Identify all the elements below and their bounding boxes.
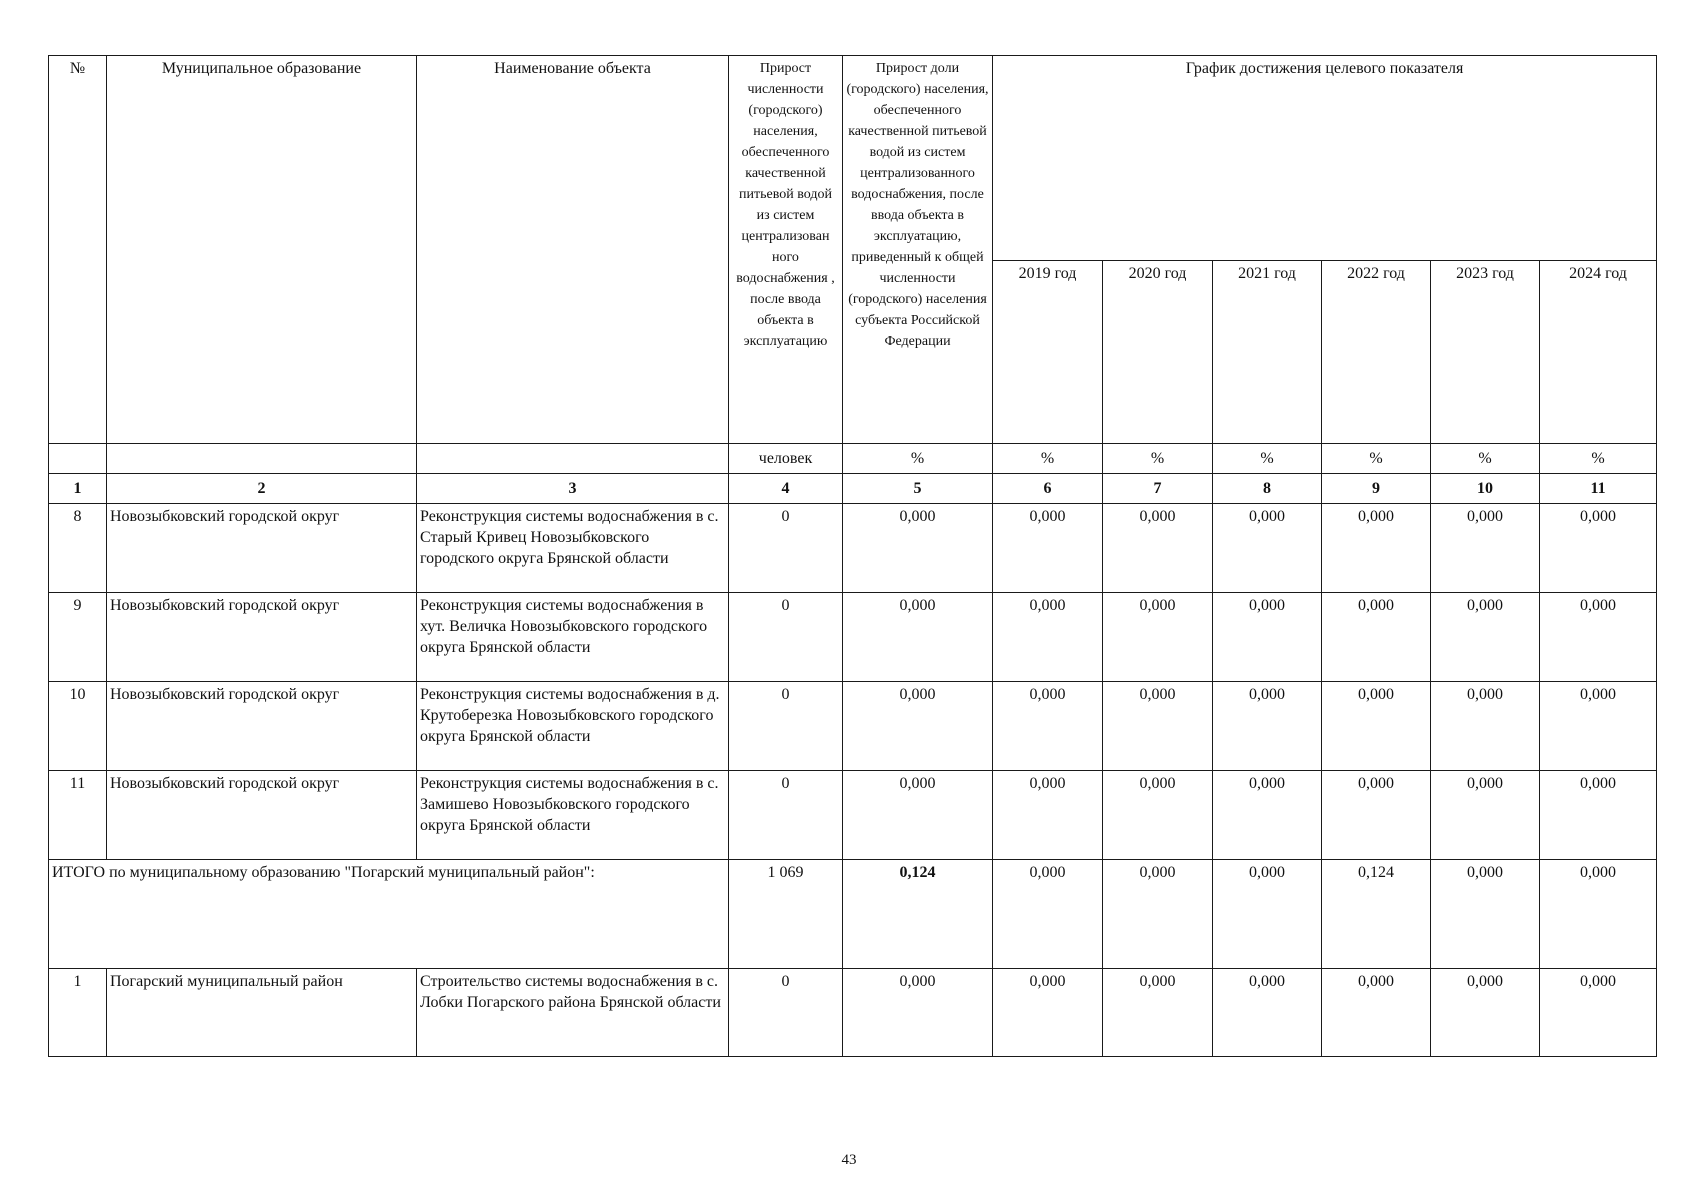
row-2023: 0,000 xyxy=(1431,969,1540,1057)
row-share: 0,000 xyxy=(843,771,993,860)
header-municipality: Муниципальное образование xyxy=(107,56,417,444)
column-number: 8 xyxy=(1213,474,1322,504)
row-2021: 0,000 xyxy=(1213,593,1322,682)
row-object: Строительство системы водоснабжения в с. Лобки Погарского района Брянской области xyxy=(417,969,729,1057)
row-2020: 0,000 xyxy=(1103,504,1213,593)
row-no: 9 xyxy=(49,593,107,682)
unit-percent: % xyxy=(1213,444,1322,474)
row-2023: 0,000 xyxy=(1431,682,1540,771)
column-number: 11 xyxy=(1540,474,1657,504)
row-people: 0 xyxy=(729,504,843,593)
row-object: Реконструкция системы водоснабжения в д. Крутоберезка Новозыбковского городского округа Брянской области xyxy=(417,682,729,771)
table-row xyxy=(49,682,1657,771)
table-row xyxy=(49,504,1657,593)
unit-empty xyxy=(417,444,729,474)
row-2019: 0,000 xyxy=(993,504,1103,593)
row-2020: 0,000 xyxy=(1103,593,1213,682)
total-2023: 0,000 xyxy=(1431,860,1540,969)
total-2019: 0,000 xyxy=(993,860,1103,969)
row-2022: 0,000 xyxy=(1322,682,1431,771)
row-2019: 0,000 xyxy=(993,682,1103,771)
header-year-2022: 2022 год xyxy=(1322,261,1431,444)
row-2023: 0,000 xyxy=(1431,504,1540,593)
row-people: 0 xyxy=(729,682,843,771)
column-number: 10 xyxy=(1431,474,1540,504)
total-label: ИТОГО по муниципальному образованию "Погарский муниципальный район": xyxy=(49,860,729,969)
row-2021: 0,000 xyxy=(1213,969,1322,1057)
header-year-2024: 2024 год xyxy=(1540,261,1657,444)
unit-percent: % xyxy=(1103,444,1213,474)
unit-people: человек xyxy=(729,444,843,474)
unit-percent: % xyxy=(843,444,993,474)
row-2022: 0,000 xyxy=(1322,504,1431,593)
row-2020: 0,000 xyxy=(1103,969,1213,1057)
column-number: 9 xyxy=(1322,474,1431,504)
row-2019: 0,000 xyxy=(993,969,1103,1057)
header-no: № xyxy=(49,56,107,444)
row-2022: 0,000 xyxy=(1322,593,1431,682)
column-number: 6 xyxy=(993,474,1103,504)
row-municipality: Новозыбковский городской округ xyxy=(107,771,417,860)
row-municipality: Погарский муниципальный район xyxy=(107,969,417,1057)
row-municipality: Новозыбковский городской округ xyxy=(107,682,417,771)
header-year-2023: 2023 год xyxy=(1431,261,1540,444)
row-2023: 0,000 xyxy=(1431,593,1540,682)
row-2024: 0,000 xyxy=(1540,771,1657,860)
target-indicator-table xyxy=(48,55,1657,1057)
row-no: 1 xyxy=(49,969,107,1057)
column-number: 5 xyxy=(843,474,993,504)
total-row xyxy=(49,860,1657,969)
column-number: 2 xyxy=(107,474,417,504)
unit-percent: % xyxy=(1322,444,1431,474)
header-year-2019: 2019 год xyxy=(993,261,1103,444)
row-no: 8 xyxy=(49,504,107,593)
header-growth-share: Прирост доли (городского) населения, обеспеченного качественной питьевой водой из систем централизованного водоснабжения, после ввода объекта в эксплуатацию, приведенный к общей численности (городского) населения субъекта Российской Федерации xyxy=(843,56,993,444)
row-object: Реконструкция системы водоснабжения в с. Замишево Новозыбковского городского округа Брянской области xyxy=(417,771,729,860)
row-people: 0 xyxy=(729,593,843,682)
total-2024: 0,000 xyxy=(1540,860,1657,969)
row-municipality: Новозыбковский городской округ xyxy=(107,504,417,593)
total-2022: 0,124 xyxy=(1322,860,1431,969)
header-year-2020: 2020 год xyxy=(1103,261,1213,444)
total-2020: 0,000 xyxy=(1103,860,1213,969)
total-people: 1 069 xyxy=(729,860,843,969)
row-2024: 0,000 xyxy=(1540,969,1657,1057)
row-2020: 0,000 xyxy=(1103,682,1213,771)
row-no: 11 xyxy=(49,771,107,860)
header-growth-population: Прирост численности (городского) населения, обеспеченного качественной питьевой водой из систем централизован ного водоснабжения , после ввода объекта в эксплуатацию xyxy=(729,56,843,444)
page-number: 43 xyxy=(841,1152,857,1168)
row-2024: 0,000 xyxy=(1540,593,1657,682)
header-schedule: График достижения целевого показателя xyxy=(993,56,1657,261)
row-share: 0,000 xyxy=(843,682,993,771)
header-object: Наименование объекта xyxy=(417,56,729,444)
row-2022: 0,000 xyxy=(1322,969,1431,1057)
row-2021: 0,000 xyxy=(1213,682,1322,771)
table-row xyxy=(49,771,1657,860)
row-2021: 0,000 xyxy=(1213,771,1322,860)
units-row xyxy=(49,444,1657,474)
table-row xyxy=(49,593,1657,682)
header-row-top xyxy=(49,56,1657,261)
column-number: 7 xyxy=(1103,474,1213,504)
table-row xyxy=(49,969,1657,1057)
total-share: 0,124 xyxy=(843,860,993,969)
row-object: Реконструкция системы водоснабжения в с. Старый Кривец Новозыбковского городского округа Брянской области xyxy=(417,504,729,593)
row-municipality: Новозыбковский городской округ xyxy=(107,593,417,682)
row-people: 0 xyxy=(729,771,843,860)
column-numbers-row xyxy=(49,474,1657,504)
row-object: Реконструкция системы водоснабжения в хут. Величка Новозыбковского городского округа Брянской области xyxy=(417,593,729,682)
header-year-2021: 2021 год xyxy=(1213,261,1322,444)
row-2024: 0,000 xyxy=(1540,504,1657,593)
row-2020: 0,000 xyxy=(1103,771,1213,860)
column-number: 1 xyxy=(49,474,107,504)
row-2023: 0,000 xyxy=(1431,771,1540,860)
row-2019: 0,000 xyxy=(993,593,1103,682)
unit-percent: % xyxy=(1540,444,1657,474)
column-number: 4 xyxy=(729,474,843,504)
unit-empty xyxy=(107,444,417,474)
row-2021: 0,000 xyxy=(1213,504,1322,593)
row-2022: 0,000 xyxy=(1322,771,1431,860)
column-number: 3 xyxy=(417,474,729,504)
row-people: 0 xyxy=(729,969,843,1057)
unit-empty xyxy=(49,444,107,474)
total-2021: 0,000 xyxy=(1213,860,1322,969)
unit-percent: % xyxy=(993,444,1103,474)
row-share: 0,000 xyxy=(843,504,993,593)
row-2019: 0,000 xyxy=(993,771,1103,860)
row-share: 0,000 xyxy=(843,969,993,1057)
row-no: 10 xyxy=(49,682,107,771)
row-share: 0,000 xyxy=(843,593,993,682)
row-2024: 0,000 xyxy=(1540,682,1657,771)
unit-percent: % xyxy=(1431,444,1540,474)
